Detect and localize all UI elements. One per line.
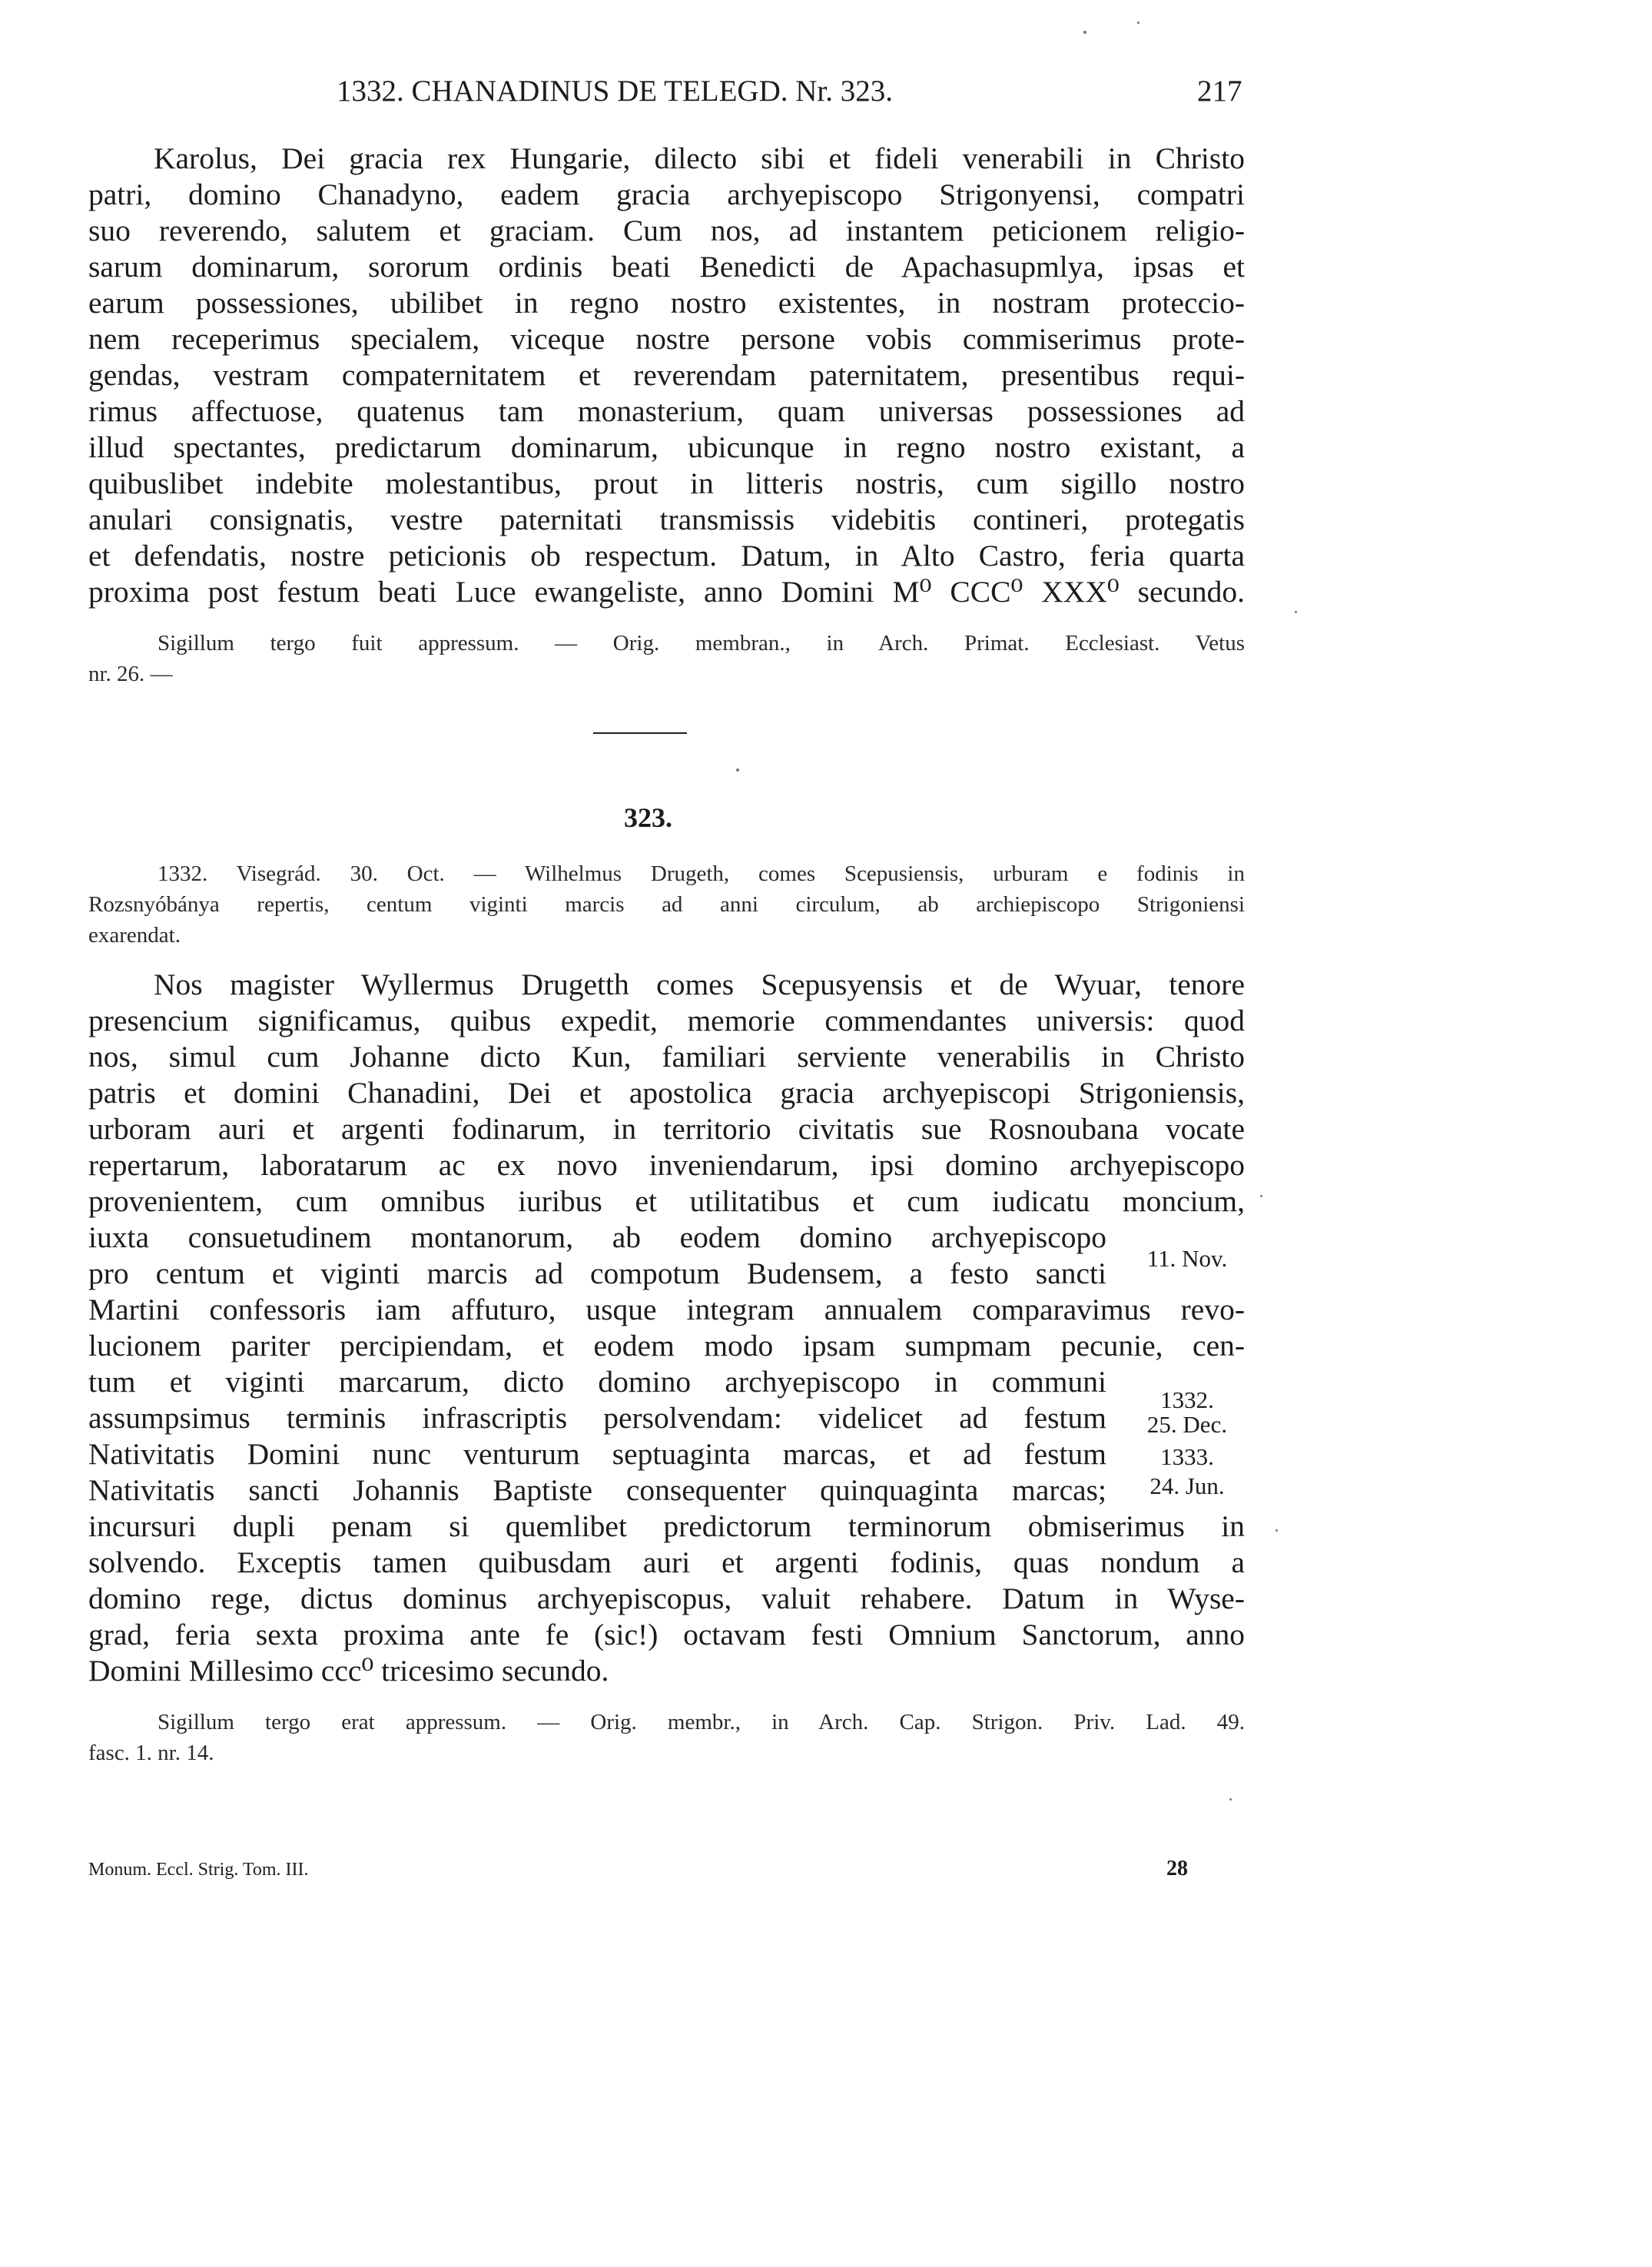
margin-date-note: 1332. [1160,1386,1214,1413]
scan-speck [1229,1798,1232,1801]
text-line: lucionem pariter percipiendam, et eodem modo ipsam sumpmam pecunie, cen- [88,1329,1245,1363]
text-line: urboram auri et argenti fodinarum, in territorio civitatis sue Rosnoubana vocate [88,1112,1245,1146]
running-title: 1332. CHANADINUS DE TELEGD. Nr. 323. [337,75,893,108]
text-line: rimus affectuose, quatenus tam monasterium, quam universas possessiones ad [88,394,1245,428]
text-line: grad, feria sexta proxima ante fe (sic!) octavam festi Omnium Sanctorum, anno [88,1618,1245,1651]
text-line: repertarum, laboratarum ac ex novo inveniendarum, ipsi domino archyepiscopo [88,1148,1245,1182]
scan-speck [1295,611,1297,613]
text-line: solvendo. Exceptis tamen quibusdam auri et argenti fodinis, quas nondum a [88,1545,1245,1579]
scan-speck [1083,31,1086,34]
source-note-line: Sigillum tergo erat appressum. — Orig. membr., in Arch. Cap. Strigon. Priv. Lad. 49. [158,1710,1245,1734]
margin-date-note: 1333. [1160,1443,1214,1470]
text-line: anulari consignatis, vestre paternitati transmissis videbitis contineri, protegatis [88,503,1245,536]
text-line: illud spectantes, predictarum dominarum, ubicunque in regno nostro existant, a [88,430,1245,464]
text-line: presencium significamus, quibus expedit, memorie commendantes universis: quod [88,1004,1245,1037]
text-line: pro centum et viginti marcis ad compotum Budensem, a festo sancti [88,1256,1106,1290]
scan-speck [1275,1529,1278,1532]
scan-speck [736,768,739,772]
series-footer: Monum. Eccl. Strig. Tom. III. [88,1860,309,1880]
text-line: nos, simul cum Johanne dicto Kun, familiari serviente venerabilis in Christo [88,1040,1245,1074]
text-line: domino rege, dictus dominus archyepiscopus, valuit rehabere. Datum in Wyse- [88,1582,1245,1615]
text-line: Nativitatis sancti Johannis Baptiste consequenter quinquaginta marcas; [88,1473,1106,1507]
regest-line: 1332. Visegrád. 30. Oct. — Wilhelmus Drugeth, comes Scepusiensis, urburam e fodinis in [158,861,1245,886]
margin-date-note: 24. Jun. [1149,1472,1225,1499]
page-number: 217 [1197,75,1242,108]
regest-line: exarendat. [88,923,181,948]
margin-date-note: 11. Nov. [1146,1245,1228,1272]
section-divider [593,732,687,734]
text-line: provenientem, cum omnibus iuribus et utilitatibus et cum iudicatu moncium, [88,1184,1245,1218]
text-line: proxima post festum beati Luce ewangeliste, anno Domini M⁰ CCC⁰ XXX⁰ secundo. [88,575,1245,609]
text-line: patris et domini Chanadini, Dei et apostolica gracia archyepiscopi Strigoniensis, [88,1076,1245,1110]
text-line: iuxta consuetudinem montanorum, ab eodem domino archyepiscopo [88,1220,1106,1254]
text-line: nem receperimus specialem, viceque nostre persone vobis commiserimus prote- [88,322,1245,356]
text-line: suo reverendo, salutem et graciam. Cum nos, ad instantem peticionem religio- [88,214,1245,247]
source-note-line: fasc. 1. nr. 14. [88,1741,214,1765]
text-line: Nativitatis Domini nunc venturum septuaginta marcas, et ad festum [88,1437,1106,1471]
text-line: gendas, vestram compaternitatem et reverendam paternitatem, presentibus requi- [88,358,1245,392]
text-line: sarum dominarum, sororum ordinis beati Benedicti de Apachasupmlya, ipsas et [88,250,1245,284]
text-line: incursuri dupli penam si quemlibet predictorum terminorum obmiserimus in [88,1509,1245,1543]
margin-date-note: 25. Dec. [1146,1411,1228,1438]
text-line: Nos magister Wyllermus Drugetth comes Scepusyensis et de Wyuar, tenore [154,968,1245,1001]
text-line: assumpsimus terminis infrascriptis persolvendam: videlicet ad festum [88,1401,1106,1435]
source-note-line: Sigillum tergo fuit appressum. — Orig. membran., in Arch. Primat. Ecclesiast. Vetus [158,631,1245,656]
sheet-signature: 28 [1166,1857,1188,1880]
text-line: patri, domino Chanadyno, eadem gracia archyepiscopo Strigonyensi, compatri [88,178,1245,211]
scan-speck [1260,1195,1262,1197]
regest-line: Rozsnyóbánya repertis, centum viginti marcis ad anni circulum, ab archiepiscopo Strigoniensi [88,892,1245,917]
source-note-line: nr. 26. — [88,662,173,686]
document-number: 323. [624,802,672,833]
text-line: Karolus, Dei gracia rex Hungarie, dilecto sibi et fideli venerabili in Christo [154,141,1245,175]
text-line: Martini confessoris iam affuturo, usque integram annualem comparavimus revo- [88,1293,1245,1326]
text-line: et defendatis, nostre peticionis ob respectum. Datum, in Alto Castro, feria quarta [88,539,1245,573]
text-line: quibuslibet indebite molestantibus, prout in litteris nostris, cum sigillo nostro [88,466,1245,500]
scan-speck [1137,22,1139,24]
text-line: Domini Millesimo ccc⁰ tricesimo secundo. [88,1654,609,1688]
text-line: earum possessiones, ubilibet in regno nostro existentes, in nostram proteccio- [88,286,1245,320]
text-line: tum et viginti marcarum, dicto domino archyepiscopo in communi [88,1365,1106,1399]
